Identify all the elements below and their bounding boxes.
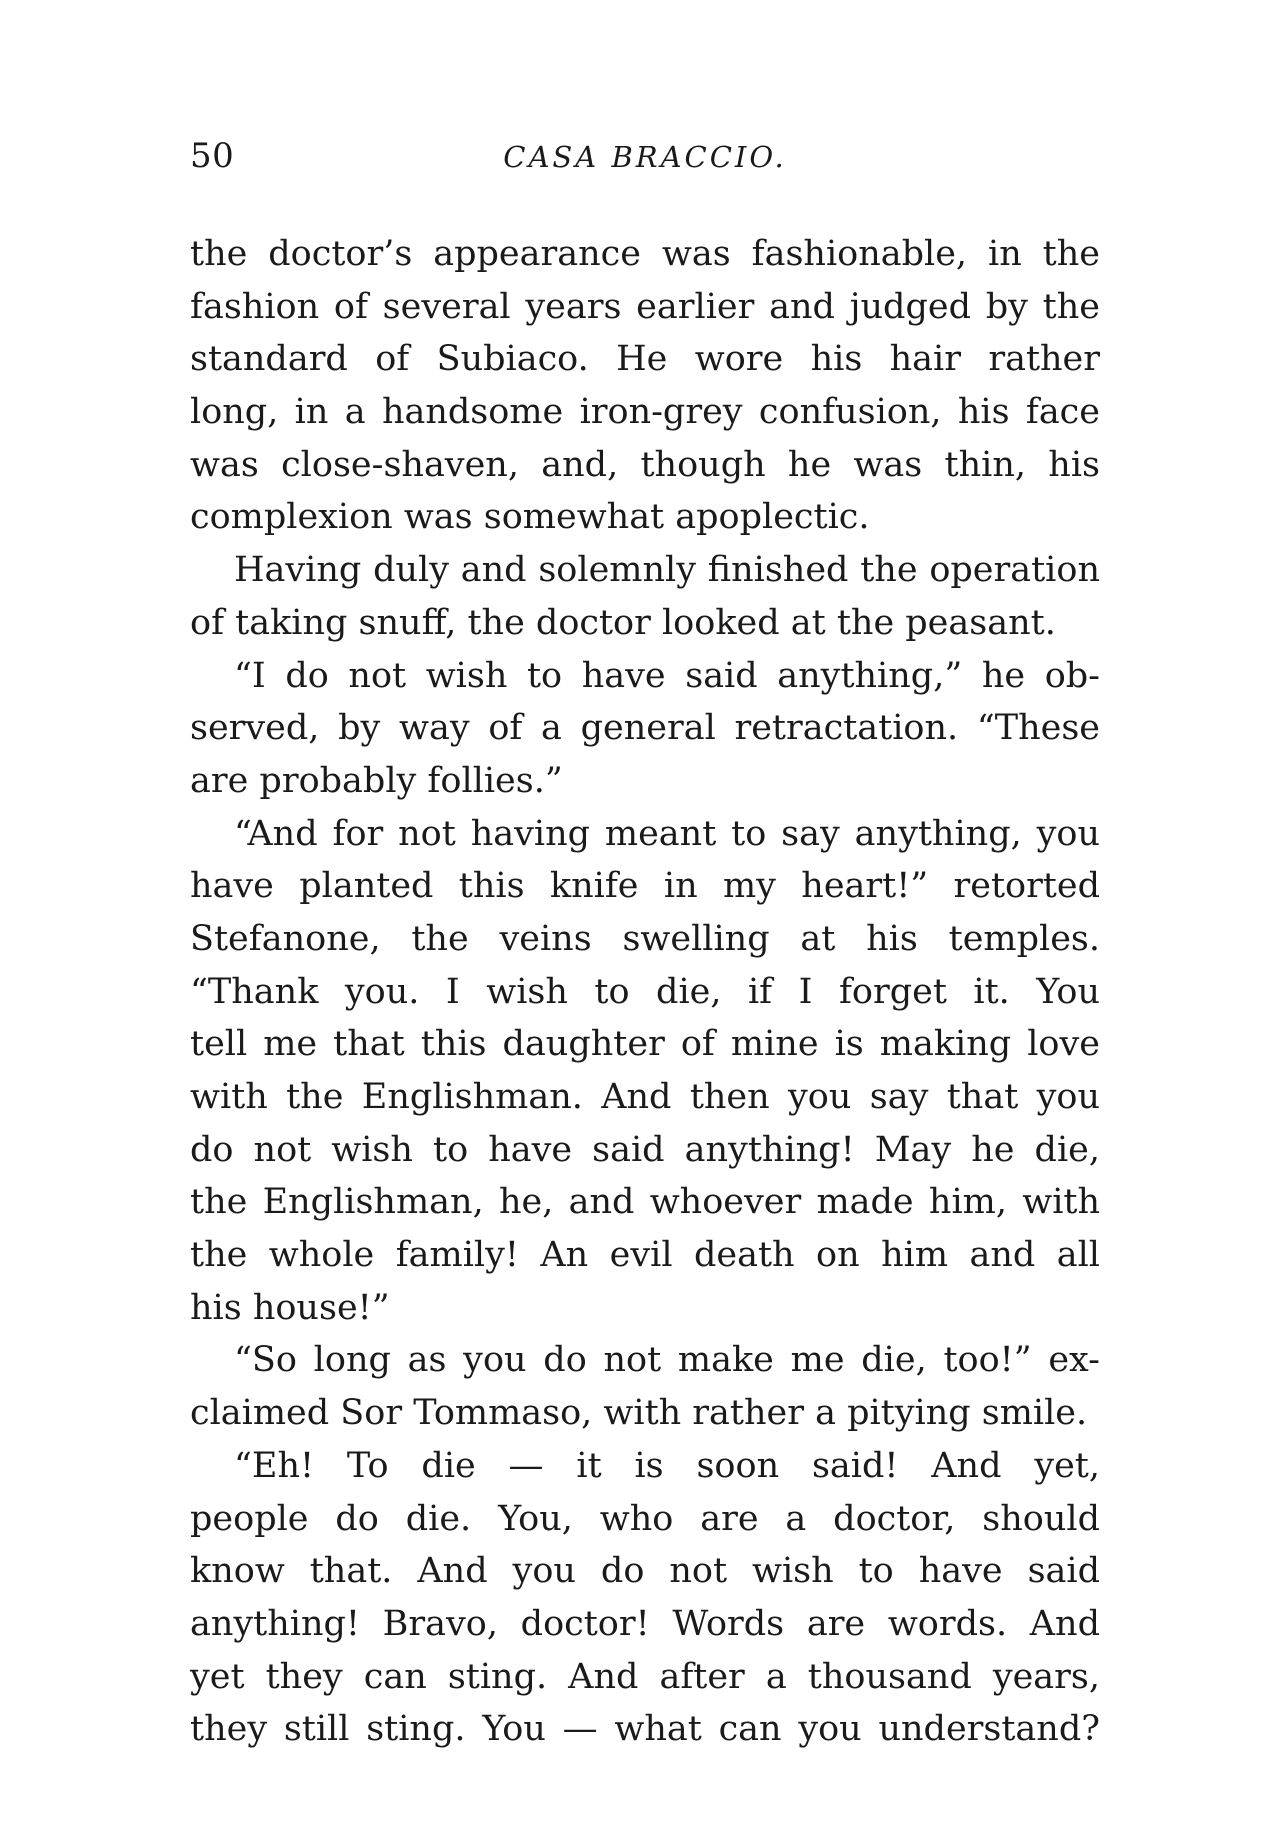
text-line: yet they can sting. And after a thousand years, (190, 1656, 1100, 1697)
text-line: “Thank you. I wish to die, if I forget it. You (190, 971, 1100, 1012)
text-line: are probably follies.” (190, 760, 563, 801)
text-line: complexion was somewhat apoplectic. (190, 497, 870, 538)
text-line: served, by way of a general retractation. “These (190, 708, 1100, 749)
text-line: people do die. You, who are a doctor, should (190, 1498, 1100, 1539)
text-line: know that. And you do not wish to have said (190, 1551, 1100, 1592)
text-line: long, in a handsome iron-grey confusion, his face (190, 392, 1100, 433)
text-line: they still sting. You — what can you understand? (190, 1709, 1100, 1750)
text-line: of taking snuff, the doctor looked at the peasant. (190, 602, 1056, 643)
text-line: the Englishman, he, and whoever made him, with (190, 1182, 1100, 1223)
body-text (190, 228, 1100, 1756)
text-line: Having duly and solemnly finished the operation (234, 550, 1100, 591)
text-line: claimed Sor Tommaso, with rather a pitying smile. (190, 1393, 1088, 1434)
text-line: anything! Bravo, doctor! Words are words. And (190, 1603, 1100, 1644)
text-line: “Eh! To die — it is soon said! And yet, (234, 1445, 1100, 1486)
running-head (190, 136, 1100, 186)
text-line: “And for not having meant to say anything, you (234, 813, 1100, 854)
text-line: the doctor’s appearance was fashionable, in the (190, 234, 1100, 274)
text-line: his house!” (190, 1287, 390, 1328)
text-line: fashion of several years earlier and judged by the (190, 286, 1100, 327)
paragraph (190, 544, 1100, 649)
text-line: Stefanone, the veins swelling at his temples. (190, 918, 1100, 959)
text-line: standard of Subiaco. He wore his hair rather (190, 339, 1100, 380)
text-line: the whole family! An evil death on him and all (190, 1235, 1100, 1276)
text-line: was close-shaven, and, though he was thin, his (190, 444, 1100, 485)
paragraph (190, 228, 1100, 544)
paragraph (190, 1440, 1100, 1756)
paragraph (190, 650, 1100, 808)
text-line: “I do not wish to have said anything,” he ob- (234, 655, 1100, 696)
text-line: have planted this knife in my heart!” retorted (190, 866, 1100, 907)
text-line: tell me that this daughter of mine is making love (190, 1024, 1100, 1065)
paragraph (190, 1334, 1100, 1439)
text-line: do not wish to have said anything! May he die, (190, 1129, 1100, 1170)
text-line: “So long as you do not make me die, too!” ex- (234, 1340, 1100, 1381)
text-line: with the Englishman. And then you say that you (190, 1077, 1100, 1117)
page-number: 50 (190, 136, 235, 176)
running-title: CASA BRACCIO. (503, 140, 787, 174)
paragraph (190, 808, 1100, 1335)
